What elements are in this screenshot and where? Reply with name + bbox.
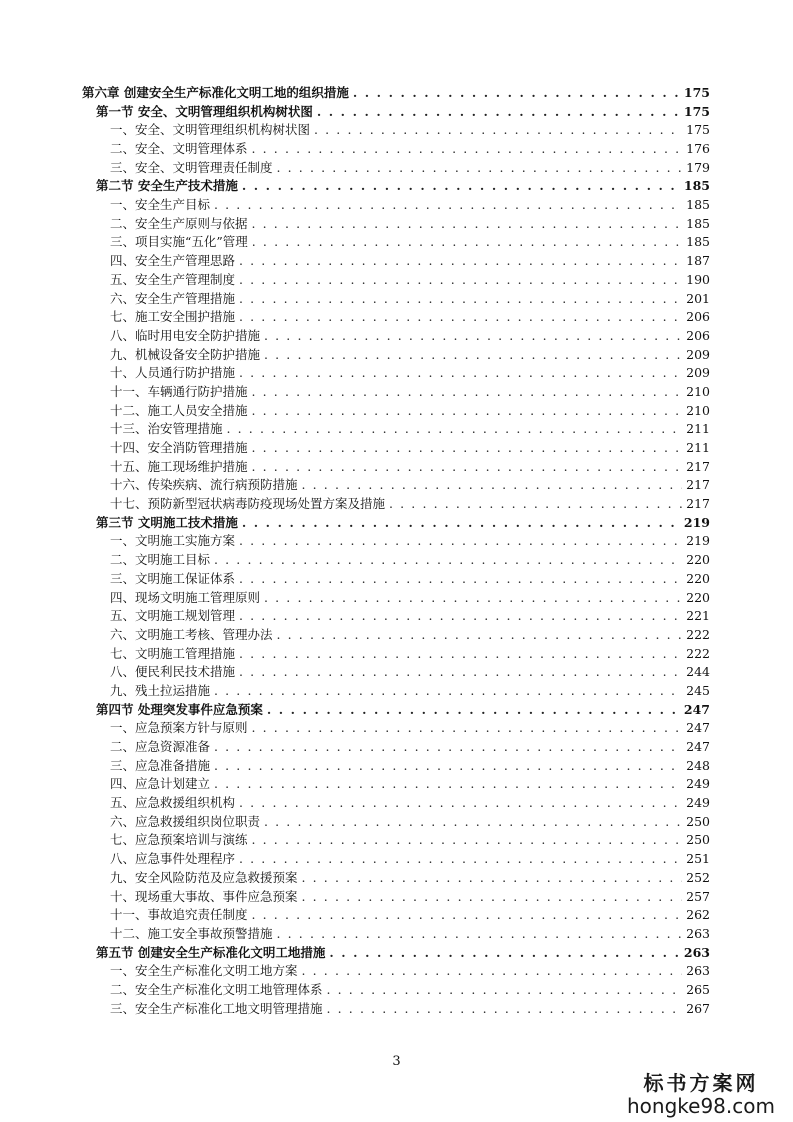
toc-entry-page: 190: [686, 271, 710, 287]
toc-dot-leader: [302, 869, 682, 888]
toc-entry-title: 九、安全风险防范及应急救援预案: [110, 869, 298, 885]
toc-entry-title: 八、便民利民技术措施: [110, 664, 236, 680]
toc-entry-title: 九、残土拉运措施: [110, 682, 211, 698]
toc-entry-page: 263: [686, 963, 710, 979]
page-number: 3: [392, 1054, 401, 1069]
toc-entry-title: 第二节 安全生产技术措施: [96, 178, 238, 194]
toc-entry-page: 185: [683, 178, 710, 194]
toc-entry-page: 217: [686, 477, 710, 493]
toc-entry-title: 二、应急资源准备: [110, 739, 211, 755]
toc-entry-page: 249: [686, 795, 710, 811]
toc-item-entry[interactable]: [82, 121, 710, 140]
toc-item-entry[interactable]: [82, 570, 710, 589]
toc-entry-title: 六、文明施工考核、管理办法: [110, 626, 273, 642]
toc-item-entry[interactable]: [82, 1000, 710, 1019]
toc-item-entry[interactable]: [82, 981, 710, 1000]
toc-entry-page: 247: [683, 701, 710, 717]
toc-dot-leader: [252, 233, 682, 252]
toc-entry-title: 十、人员通行防护措施: [110, 365, 236, 381]
toc-dot-leader: [327, 981, 682, 1000]
toc-dot-leader: [227, 420, 682, 439]
toc-entry-page: 262: [686, 907, 710, 923]
toc-entry-title: 十三、治安管理措施: [110, 421, 223, 437]
toc-item-entry[interactable]: [82, 719, 710, 738]
toc-item-entry[interactable]: [82, 383, 710, 402]
toc-item-entry[interactable]: [82, 402, 710, 421]
toc-dot-leader: [239, 607, 682, 626]
toc-dot-leader: [302, 888, 682, 907]
toc-entry-page: 185: [686, 215, 710, 231]
toc-entry-page: 175: [683, 103, 710, 119]
toc-dot-leader: [239, 252, 682, 271]
toc-entry-title: 一、文明施工实施方案: [110, 533, 236, 549]
toc-entry-title: 第三节 文明施工技术措施: [96, 514, 238, 530]
toc-entry-page: 257: [686, 888, 710, 904]
toc-item-entry[interactable]: [82, 252, 710, 271]
toc-dot-leader: [389, 495, 682, 514]
toc-dot-leader: [264, 346, 682, 365]
toc-section-entry[interactable]: [82, 177, 710, 196]
table-of-contents: [82, 84, 710, 1018]
toc-dot-leader: [277, 925, 682, 944]
toc-item-entry[interactable]: [82, 888, 710, 907]
toc-dot-leader: [252, 906, 682, 925]
toc-entry-title: 十四、安全消防管理措施: [110, 440, 248, 456]
toc-dot-leader: [239, 308, 682, 327]
toc-item-entry[interactable]: [82, 458, 710, 477]
toc-dot-leader: [329, 944, 680, 963]
toc-entry-page: 220: [686, 570, 710, 586]
toc-entry-title: 八、临时用电安全防护措施: [110, 327, 261, 343]
toc-entry-page: 210: [686, 402, 710, 418]
toc-item-entry[interactable]: [82, 271, 710, 290]
toc-dot-leader: [252, 719, 682, 738]
toc-entry-page: 247: [686, 739, 710, 755]
toc-entry-page: 179: [686, 159, 710, 175]
toc-entry-title: 二、安全、文明管理体系: [110, 141, 248, 157]
toc-dot-leader: [239, 290, 682, 309]
toc-entry-title: 二、安全生产标准化文明工地管理体系: [110, 981, 323, 997]
toc-entry-title: 五、文明施工规划管理: [110, 608, 236, 624]
toc-dot-leader: [252, 402, 682, 421]
toc-dot-leader: [239, 271, 682, 290]
toc-section-entry[interactable]: [82, 701, 710, 720]
toc-entry-title: 七、施工安全围护措施: [110, 309, 236, 325]
toc-dot-leader: [242, 177, 680, 196]
toc-entry-title: 三、应急准备措施: [110, 757, 211, 773]
toc-entry-title: 第一节 安全、文明管理组织机构树状图: [96, 103, 313, 119]
toc-dot-leader: [327, 1000, 682, 1019]
toc-entry-page: 211: [686, 440, 710, 456]
toc-entry-page: 185: [686, 197, 710, 213]
toc-dot-leader: [277, 626, 682, 645]
toc-item-entry[interactable]: [82, 738, 710, 757]
toc-dot-leader: [267, 701, 680, 720]
toc-entry-title: 二、安全生产原则与依据: [110, 215, 248, 231]
toc-entry-page: 187: [686, 253, 710, 269]
watermark-name: 标书方案网: [643, 1071, 759, 1095]
toc-dot-leader: [242, 514, 680, 533]
watermark-logo: [621, 1072, 781, 1118]
toc-dot-leader: [239, 663, 682, 682]
toc-dot-leader: [277, 159, 682, 178]
toc-entry-page: 211: [686, 421, 710, 437]
toc-entry-title: 四、应急计划建立: [110, 776, 211, 792]
toc-entry-page: 219: [683, 514, 710, 530]
toc-entry-page: 222: [686, 626, 710, 642]
toc-entry-title: 四、现场文明施工管理原则: [110, 589, 261, 605]
toc-item-entry[interactable]: [82, 420, 710, 439]
toc-entry-page: 263: [683, 944, 710, 960]
toc-dot-leader: [239, 570, 682, 589]
toc-entry-title: 第五节 创建安全生产标准化文明工地措施: [96, 944, 326, 960]
toc-entry-page: 263: [686, 925, 710, 941]
toc-entry-title: 第六章 创建安全生产标准化文明工地的组织措施: [82, 84, 349, 100]
toc-entry-title: 三、文明施工保证体系: [110, 570, 236, 586]
toc-entry-page: 245: [686, 682, 710, 698]
toc-entry-title: 四、安全生产管理思路: [110, 253, 236, 269]
toc-entry-page: 206: [686, 309, 710, 325]
toc-dot-leader: [252, 439, 682, 458]
toc-item-entry[interactable]: [82, 626, 710, 645]
toc-dot-leader: [252, 383, 682, 402]
toc-entry-title: 三、安全、文明管理责任制度: [110, 159, 273, 175]
toc-entry-title: 一、安全、文明管理组织机构树状图: [110, 122, 311, 138]
toc-item-entry[interactable]: [82, 775, 710, 794]
toc-section-entry[interactable]: [82, 944, 710, 963]
toc-entry-title: 八、应急事件处理程序: [110, 851, 236, 867]
toc-item-entry[interactable]: [82, 290, 710, 309]
toc-entry-page: 221: [686, 608, 710, 624]
toc-entry-title: 三、项目实施“五化”管理: [110, 234, 248, 250]
toc-entry-title: 六、应急救援组织岗位职责: [110, 813, 261, 829]
toc-dot-leader: [302, 476, 682, 495]
toc-dot-leader: [302, 962, 682, 981]
toc-item-entry[interactable]: [82, 346, 710, 365]
toc-dot-leader: [239, 364, 682, 383]
toc-item-entry[interactable]: [82, 962, 710, 981]
toc-dot-leader: [214, 682, 682, 701]
toc-item-entry[interactable]: [82, 308, 710, 327]
toc-entry-title: 三、安全生产标准化工地文明管理措施: [110, 1000, 323, 1016]
toc-item-entry[interactable]: [82, 794, 710, 813]
toc-entry-title: 十一、事故追究责任制度: [110, 907, 248, 923]
toc-dot-leader: [314, 121, 682, 140]
toc-entry-page: 175: [686, 122, 710, 138]
toc-entry-title: 十五、施工现场维护措施: [110, 458, 248, 474]
toc-item-entry[interactable]: [82, 906, 710, 925]
toc-item-entry[interactable]: [82, 813, 710, 832]
toc-dot-leader: [264, 813, 682, 832]
toc-entry-title: 十六、传染疾病、流行病预防措施: [110, 477, 298, 493]
toc-dot-leader: [264, 327, 682, 346]
toc-dot-leader: [239, 794, 682, 813]
toc-entry-page: 248: [686, 757, 710, 773]
toc-entry-page: 247: [686, 720, 710, 736]
toc-item-entry[interactable]: [82, 495, 710, 514]
toc-entry-title: 六、安全生产管理措施: [110, 290, 236, 306]
toc-entry-page: 252: [686, 869, 710, 885]
toc-entry-page: 201: [686, 290, 710, 306]
toc-dot-leader: [264, 589, 682, 608]
toc-entry-title: 二、文明施工目标: [110, 552, 211, 568]
toc-item-entry[interactable]: [82, 850, 710, 869]
toc-section-entry[interactable]: [82, 514, 710, 533]
toc-entry-title: 第四节 处理突发事件应急预案: [96, 701, 263, 717]
toc-entry-title: 九、机械设备安全防护措施: [110, 346, 261, 362]
toc-item-entry[interactable]: [82, 682, 710, 701]
toc-entry-page: 250: [686, 832, 710, 848]
toc-dot-leader: [214, 775, 682, 794]
toc-item-entry[interactable]: [82, 364, 710, 383]
toc-dot-leader: [252, 458, 682, 477]
toc-entry-page: 251: [686, 851, 710, 867]
toc-item-entry[interactable]: [82, 327, 710, 346]
toc-entry-title: 十二、施工人员安全措施: [110, 402, 248, 418]
toc-item-entry[interactable]: [82, 196, 710, 215]
toc-entry-page: 267: [686, 1000, 710, 1016]
toc-dot-leader: [214, 757, 682, 776]
toc-entry-page: 217: [686, 458, 710, 474]
toc-dot-leader: [214, 738, 682, 757]
toc-entry-page: 176: [686, 141, 710, 157]
toc-chapter-entry[interactable]: [82, 84, 710, 103]
toc-dot-leader: [239, 532, 682, 551]
toc-entry-page: 249: [686, 776, 710, 792]
toc-entry-title: 五、应急救援组织机构: [110, 795, 236, 811]
toc-dot-leader: [252, 831, 682, 850]
toc-entry-page: 220: [686, 552, 710, 568]
toc-entry-page: 175: [683, 84, 710, 100]
toc-dot-leader: [252, 215, 682, 234]
toc-entry-title: 十一、车辆通行防护措施: [110, 383, 248, 399]
toc-entry-page: 265: [686, 981, 710, 997]
toc-item-entry[interactable]: [82, 215, 710, 234]
toc-entry-page: 210: [686, 383, 710, 399]
toc-item-entry[interactable]: [82, 234, 710, 253]
toc-item-entry[interactable]: [82, 439, 710, 458]
toc-entry-title: 七、应急预案培训与演练: [110, 832, 248, 848]
toc-dot-leader: [214, 196, 682, 215]
toc-entry-page: 206: [686, 327, 710, 343]
toc-entry-title: 十二、施工安全事故预警措施: [110, 925, 273, 941]
toc-entry-title: 一、安全生产目标: [110, 197, 211, 213]
toc-item-entry[interactable]: [82, 589, 710, 608]
toc-entry-page: 217: [686, 496, 710, 512]
toc-dot-leader: [239, 850, 682, 869]
toc-dot-leader: [214, 551, 682, 570]
toc-item-entry[interactable]: [82, 607, 710, 626]
toc-entry-page: 244: [686, 664, 710, 680]
toc-entry-page: 219: [686, 533, 710, 549]
toc-item-entry[interactable]: [82, 663, 710, 682]
toc-dot-leader: [353, 84, 680, 103]
toc-item-entry[interactable]: [82, 140, 710, 159]
toc-item-entry[interactable]: [82, 832, 710, 851]
toc-item-entry[interactable]: [82, 869, 710, 888]
toc-entry-page: 185: [686, 234, 710, 250]
toc-item-entry[interactable]: [82, 476, 710, 495]
toc-entry-page: 250: [686, 813, 710, 829]
toc-entry-title: 五、安全生产管理制度: [110, 271, 236, 287]
toc-entry-title: 一、应急预案方针与原则: [110, 720, 248, 736]
toc-dot-leader: [239, 645, 682, 664]
toc-entry-page: 222: [686, 645, 710, 661]
toc-item-entry[interactable]: [82, 645, 710, 664]
toc-entry-page: 209: [686, 365, 710, 381]
toc-item-entry[interactable]: [82, 757, 710, 776]
toc-item-entry[interactable]: [82, 533, 710, 552]
toc-entry-title: 一、安全生产标准化文明工地方案: [110, 963, 298, 979]
toc-item-entry[interactable]: [82, 159, 710, 178]
toc-item-entry[interactable]: [82, 925, 710, 944]
toc-entry-title: 七、文明施工管理措施: [110, 645, 236, 661]
toc-dot-leader: [317, 103, 680, 122]
toc-entry-title: 十、现场重大事故、事件应急预案: [110, 888, 298, 904]
toc-entry-title: 十七、预防新型冠状病毒防疫现场处置方案及措施: [110, 496, 386, 512]
toc-dot-leader: [252, 140, 682, 159]
watermark-url: hongke98.com: [627, 1094, 775, 1118]
toc-item-entry[interactable]: [82, 551, 710, 570]
toc-entry-page: 209: [686, 346, 710, 362]
toc-section-entry[interactable]: [82, 103, 710, 122]
toc-entry-page: 220: [686, 589, 710, 605]
